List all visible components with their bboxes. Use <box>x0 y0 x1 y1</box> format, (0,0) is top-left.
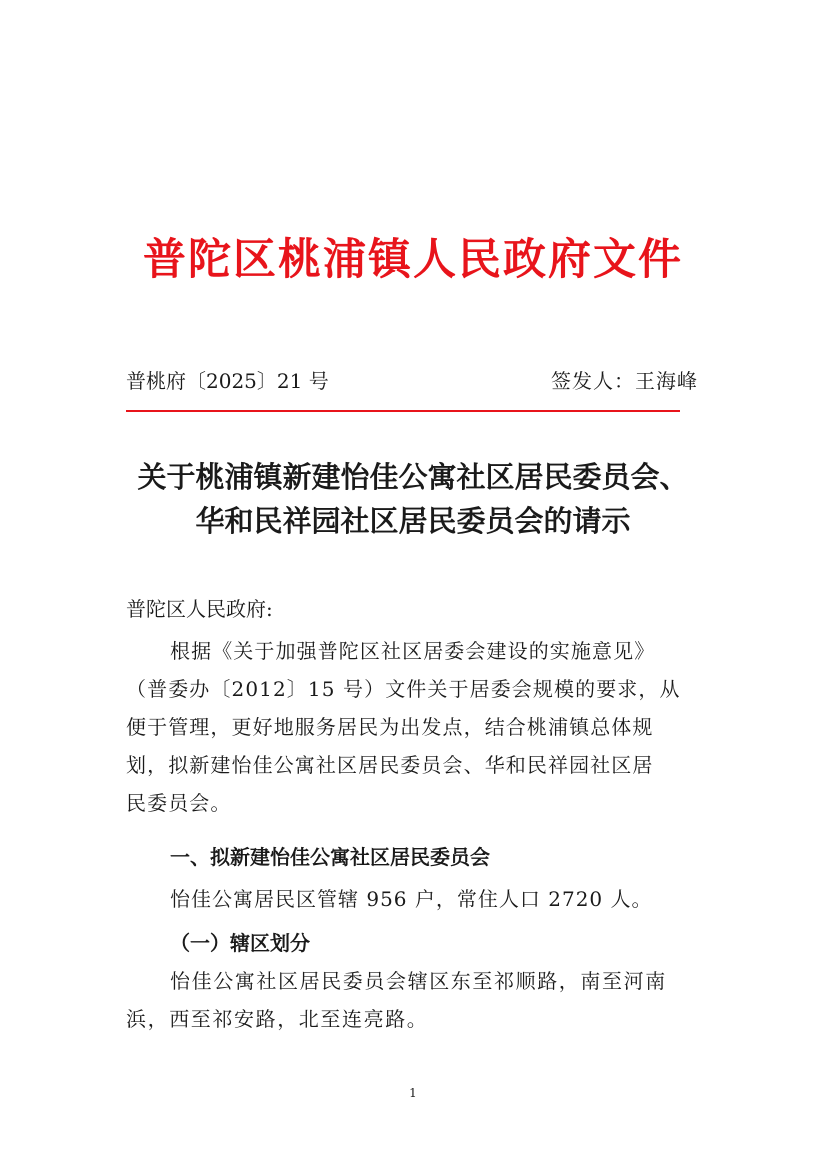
subsection-heading: （一）辖区划分 <box>170 931 310 955</box>
red-divider-line <box>126 410 680 412</box>
paragraph-2 <box>126 962 702 1038</box>
signer: 签发人：王海峰 <box>551 369 698 393</box>
paragraph-line: 怡佳公寓社区居民委员会辖区东至祁顺路，南至河南 <box>170 969 667 993</box>
addressee: 普陀区人民政府: <box>126 597 273 621</box>
paragraph-1 <box>126 632 702 822</box>
document-title <box>100 455 726 543</box>
paragraph-line: （普委办〔2012〕15 号）文件关于居委会规模的要求，从 <box>126 677 681 701</box>
household-stat: 怡佳公寓居民区管辖 956 户，常住人口 2720 人。 <box>170 887 653 911</box>
paragraph-line: 民委员会。 <box>126 791 232 815</box>
org-header-title: 普陀区桃浦镇人民政府文件 <box>143 235 683 285</box>
section-heading-1: 一、拟新建怡佳公寓社区居民委员会 <box>170 845 490 869</box>
paragraph-line: 根据《关于加强普陀区社区居委会建设的实施意见》 <box>170 639 656 663</box>
title-line-1: 关于桃浦镇新建怡佳公寓社区居民委员会、 <box>137 460 689 494</box>
paragraph-line: 划，拟新建怡佳公寓社区居民委员会、华和民祥园社区居 <box>126 753 654 777</box>
title-line-2: 华和民祥园社区居民委员会的请示 <box>195 504 631 538</box>
page-number: 1 <box>409 1086 417 1100</box>
paragraph-line: 浜，西至祁安路，北至连亮路。 <box>126 1007 429 1031</box>
document-number: 普桃府〔2025〕21 号 <box>126 369 329 393</box>
paragraph-line: 便于管理，更好地服务居民为出发点，结合桃浦镇总体规 <box>126 715 654 739</box>
